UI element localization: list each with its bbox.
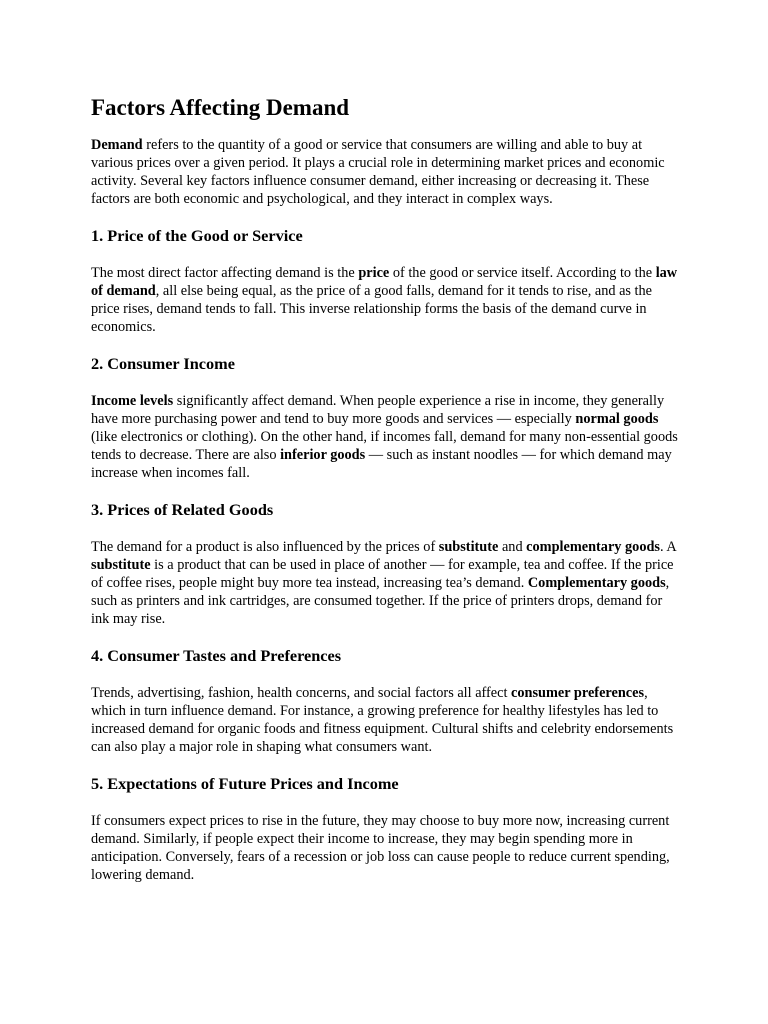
section-paragraph bbox=[91, 538, 678, 628]
text-run: The most direct factor affecting demand is the bbox=[91, 265, 359, 281]
text-run: and bbox=[498, 539, 527, 555]
text-run: , all else being equal, as the price of a good falls, demand for it tends to rise, and as the price rises, demand tends to fall. This inverse relationship forms the basis of the demand curve in economics. bbox=[91, 283, 653, 335]
section-income bbox=[91, 354, 678, 482]
section-paragraph bbox=[91, 684, 678, 756]
bold-term: substitute bbox=[91, 557, 151, 573]
bold-term: complementary goods bbox=[526, 539, 660, 555]
intro-paragraph bbox=[91, 136, 678, 208]
bold-term: price bbox=[358, 265, 390, 281]
section-paragraph bbox=[91, 392, 678, 482]
text-run: is a product that can be used in place of another — for example, tea and coffee. If the price of coffee rises, people might buy more tea instead, increasing tea’s demand. bbox=[91, 557, 674, 591]
text-run: . A bbox=[660, 539, 676, 555]
section-heading: 3. Prices of Related Goods bbox=[91, 500, 274, 519]
text-run: — such as instant noodles — for which demand may increase when incomes fall. bbox=[91, 447, 672, 481]
text-run: Trends, advertising, fashion, health concerns, and social factors all affect bbox=[91, 685, 512, 701]
text-run: , which in turn influence demand. For instance, a growing preference for healthy lifestyles has led to increased demand for organic foods and fitness equipment. Cultural shifts and celebrity endorsements can also play a major role in shaping what consumers want. bbox=[91, 685, 674, 755]
bold-term: consumer preferences bbox=[511, 685, 645, 701]
section-heading: 5. Expectations of Future Prices and Income bbox=[91, 774, 399, 793]
section-heading: 2. Consumer Income bbox=[91, 354, 235, 373]
text-run: If consumers expect prices to rise in the future, they may choose to buy more now, increasing current demand. Similarly, if people expect their income to increase, they may begin spending more in anticipation. Conversely, fears of a recession or job loss can cause people to reduce current spending, lowering demand. bbox=[91, 813, 670, 883]
bold-term: substitute bbox=[438, 539, 499, 555]
bold-term: inferior goods bbox=[280, 447, 366, 463]
bold-term: Complementary goods bbox=[527, 575, 666, 591]
section-paragraph bbox=[91, 812, 678, 884]
section-price bbox=[91, 226, 678, 336]
section-paragraph bbox=[91, 264, 678, 336]
text-run: refers to the quantity of a good or service that consumers are willing and able to buy at various prices over a given period. It plays a crucial role in determining market prices and economic activity. Several key factors influence consumer demand, either increasing or decreasing it. These factors are both economic and psychological, and they interact in complex ways. bbox=[91, 137, 665, 207]
text-run: , such as printers and ink cartridges, are consumed together. If the price of printers drops, demand for ink may rise. bbox=[91, 575, 670, 627]
page-title: Factors Affecting Demand bbox=[91, 95, 350, 120]
section-expectations bbox=[91, 774, 678, 884]
text-run: The demand for a product is also influenced by the prices of bbox=[91, 539, 439, 555]
bold-term: normal goods bbox=[575, 411, 659, 427]
text-run: (like electronics or clothing). On the other hand, if incomes fall, demand for many non-essential goods tends to decrease. There are also bbox=[91, 429, 678, 463]
section-related-goods bbox=[91, 500, 678, 628]
section-tastes bbox=[91, 646, 678, 756]
bold-term: Demand bbox=[91, 137, 143, 153]
bold-term: Income levels bbox=[91, 393, 174, 409]
text-run: of the good or service itself. According to the bbox=[389, 265, 656, 281]
section-heading: 4. Consumer Tastes and Preferences bbox=[91, 646, 342, 665]
section-heading: 1. Price of the Good or Service bbox=[91, 226, 303, 245]
bold-term: law of demand bbox=[91, 265, 678, 299]
text-run: significantly affect demand. When people experience a rise in income, they generally have more purchasing power and tend to buy more goods and services — especially bbox=[91, 393, 665, 427]
